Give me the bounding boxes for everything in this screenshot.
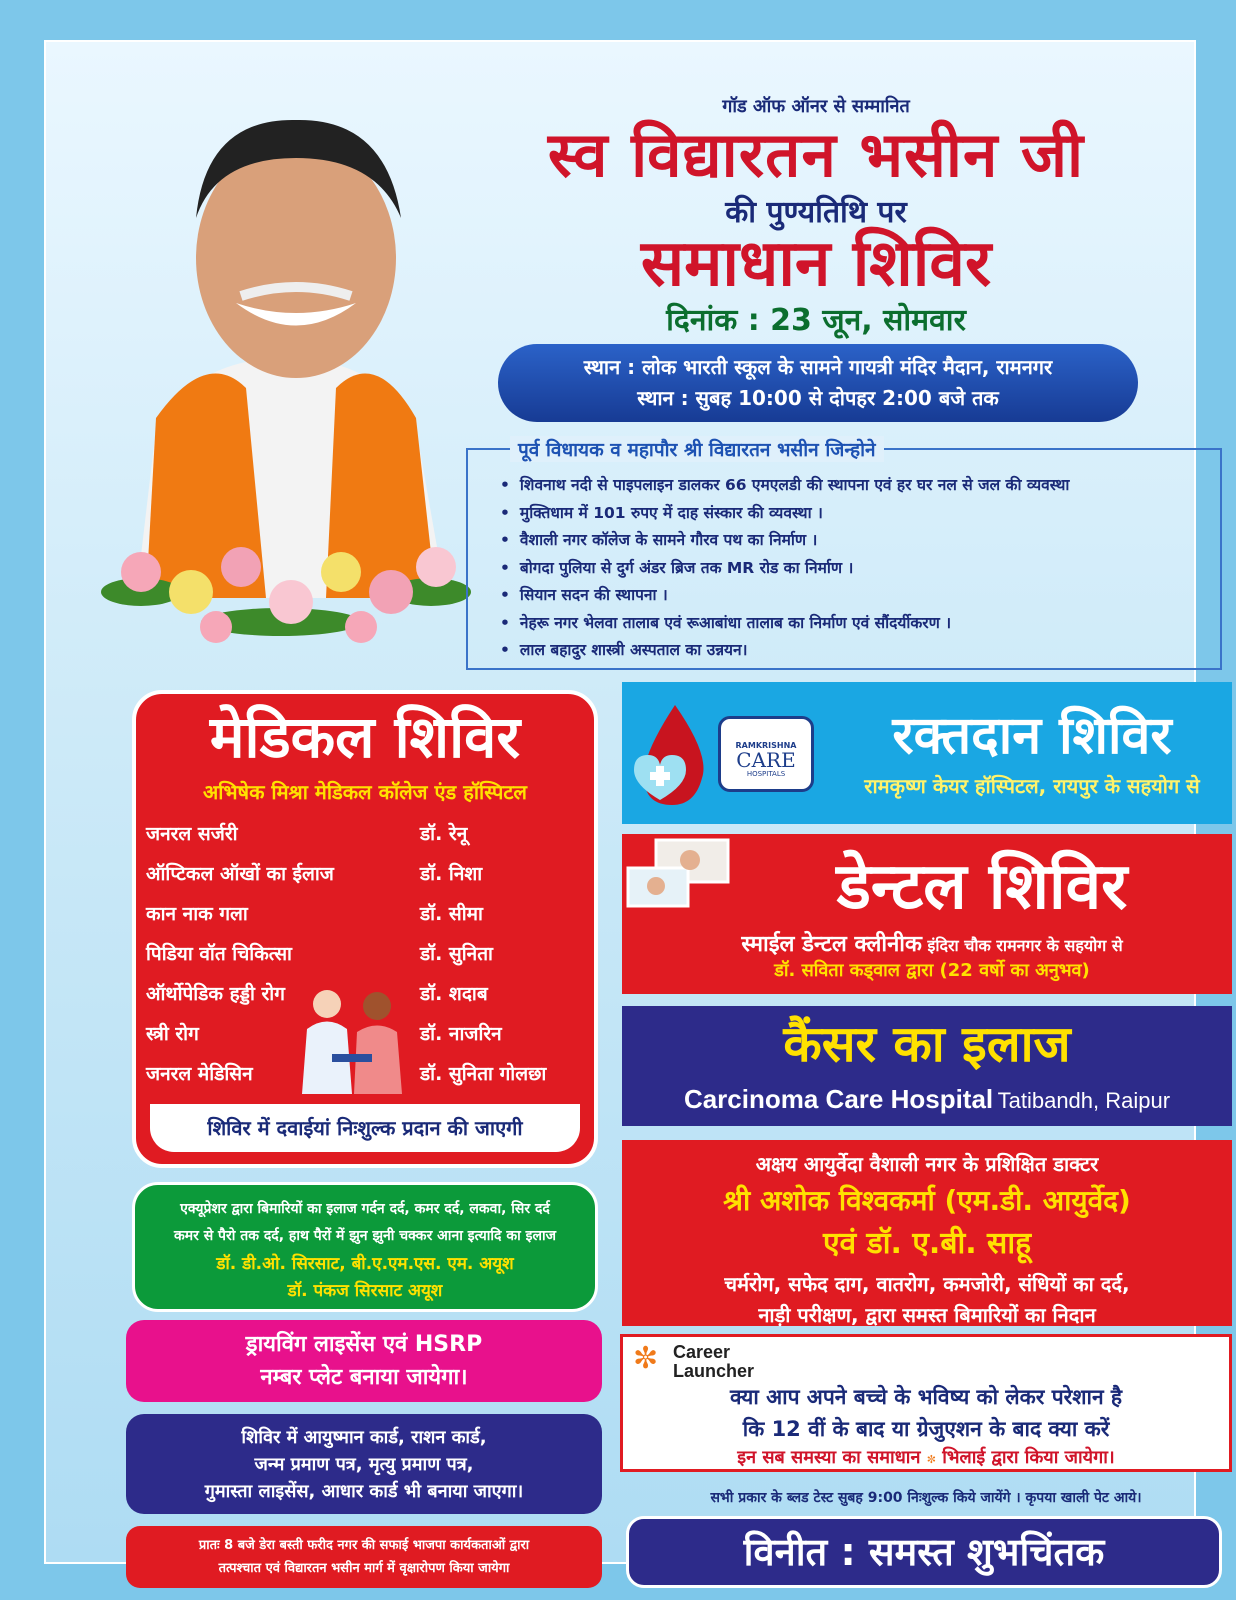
event-date: दिनांक : 23 जून, सोमवार [666, 303, 966, 338]
acupressure-doctor-2: डॉ. पंकज सिरसाट अयूश [287, 1281, 443, 1301]
career-solution-a: इन सब समस्या का समाधान [737, 1447, 921, 1468]
achievements-title: पूर्व विधायक व महापौर श्री विद्यारतन भसीन जिन्होने [510, 436, 884, 462]
dept-label: कान नाक गला [146, 903, 248, 925]
list-item: • सियान सदन की स्थापना । [500, 582, 1220, 610]
list-item: • बोगदा पुलिया से दुर्ग अंडर ब्रिज तक MR रोड का निर्माण । [500, 555, 1220, 583]
career-launcher-mark-icon: ✼ [633, 1341, 659, 1376]
cleaning-line-1: प्रातः 8 बजे डेरा बस्ती फरीद नगर की सफाई भाजपा कार्यकताओं द्वारा [198, 1538, 530, 1553]
career-launcher-small-logo: ✼ [926, 1453, 936, 1466]
career-question-2: कि 12 वीं के बाद या ग्रेजुएशन के बाद क्या करें [742, 1417, 1110, 1441]
cancer-hospital-place: Tatibandh, Raipur [997, 1088, 1171, 1113]
cancer-title: कैंसर का इलाज [783, 1015, 1071, 1073]
medical-institute: अभिषेक मिश्रा मेडिकल कॉलेज एंड हॉस्पिटल [203, 780, 527, 804]
cleaning-line-2: तत्पश्चात एवं विद्यारतन भसीन मार्ग में वृक्षारोपण किया जायेगा [218, 1561, 510, 1576]
ayurveda-doctor-1: श्री अशोक विश्वकर्मा (एम.डी. आयुर्वेद) [723, 1184, 1131, 1217]
doctor-label: डॉ. सुनिता गोलछा [420, 1063, 547, 1085]
honor-line: गॉड ऑफ ऑनर से सम्मानित [722, 96, 910, 117]
career-question-1: क्या आप अपने बच्चे के भविष्य को लेकर परेशान है [729, 1385, 1123, 1409]
medical-title: मेडिकल शिविर [209, 703, 521, 771]
poster-frame [44, 40, 1200, 1576]
dept-label: जनरल सर्जरी [146, 823, 238, 845]
acupressure-panel [132, 1182, 598, 1312]
medical-camp-panel [132, 690, 598, 1168]
blood-drop-icon [630, 700, 710, 810]
ayurveda-panel [622, 1140, 1232, 1326]
documents-line-1: शिविर में आयुष्मान कार्ड, राशन कार्ड, [241, 1427, 487, 1448]
list-item: • नेहरू नगर भेलवा तालाब एवं रूआबांधा तालाब का निर्माण एवं सौंदर्यीकरण । [500, 610, 1220, 638]
medical-footer: शिविर में दवाईयां निःशुल्क प्रदान की जाएगी [150, 1104, 580, 1152]
documents-panel [126, 1414, 602, 1514]
camp-title: समाधान शिविर [640, 227, 992, 301]
cancer-hospital-name: Carcinoma Care Hospital [683, 1084, 994, 1114]
doctor-label: डॉ. शदाब [420, 983, 488, 1005]
dental-clinic-support: इंदिरा चौक रामनगर के सहयोग से [927, 936, 1123, 955]
driving-license-panel [126, 1320, 602, 1402]
acupressure-line-1: एक्यूप्रेशर द्वारा बिमारियों का इलाज गर्दन दर्द, कमर दर्द, लकवा, सिर दर्द [180, 1201, 550, 1217]
cancer-panel [622, 1006, 1232, 1126]
logo-top-text: RAMKRISHNA [735, 741, 797, 750]
career-solution-line [623, 1445, 1229, 1469]
venue-line-1: स्थान : लोक भारती स्कूल के सामने गायत्री मंदिर मैदान, रामनगर [583, 355, 1053, 379]
dept-label: पिडिया वॉत चिकित्सा [146, 943, 292, 965]
ramkrishna-logo [718, 716, 814, 792]
driving-line-1: ड्रायविंग लाइसेंस एवं HSRP [245, 1332, 483, 1357]
career-launcher-logo-text [673, 1343, 754, 1381]
career-solution-b: भिलाई द्वारा किया जायेगा। [942, 1447, 1115, 1468]
venue-banner [498, 344, 1138, 422]
doctor-label: डॉ. रेनू [420, 823, 468, 845]
documents-line-2: जन्म प्रमाण पत्र, मृत्यु प्रमाण पत्र, [254, 1454, 474, 1475]
ayurveda-line-4: चर्मरोग, सफेद दाग, वातरोग, कमजोरी, संधियों का दर्द, [724, 1272, 1130, 1296]
dental-title: डेन्टल शिविर [836, 850, 1128, 924]
venue-line-2: स्थान : सुबह 10:00 से दोपहर 2:00 बजे तक [637, 386, 999, 410]
cleaning-panel [126, 1526, 602, 1588]
achievements-box [466, 439, 1222, 670]
logo-main-text: CARE [736, 748, 796, 772]
logo-line-1: Career [673, 1342, 731, 1362]
doctor-label: डॉ. सीमा [420, 903, 483, 925]
dental-photo-icon [626, 838, 730, 908]
ayurveda-line-5: नाड़ी परीक्षण, द्वारा समस्त बिमारियों का निदान [758, 1303, 1096, 1327]
list-item: • मुक्तिधाम में 101 रुपए में दाह संस्कार की व्यवस्था । [500, 500, 1220, 528]
blood-subtitle: रामकृष्ण केयर हॉस्पिटल, रायपुर के सहयोग से [864, 774, 1200, 798]
dept-label: जनरल मेडिसिन [146, 1063, 253, 1085]
documents-line-3: गुमास्ता लाइसेंस, आधार कार्ड भी बनाया जाएगा। [204, 1481, 524, 1502]
ayurveda-line-1: अक्षय आयुर्वेदा वैशाली नगर के प्रशिक्षित डाक्टर [755, 1152, 1099, 1176]
blood-title: रक्तदान शिविर [892, 706, 1172, 766]
dental-clinic-name: स्माईल डेन्टल क्लीनीक [741, 932, 922, 957]
acupressure-line-2: कमर से पैरो तक दर्द, हाथ पैरों में झुन झुनी चक्कर आना इत्यादि का इलाज [174, 1228, 556, 1244]
doctor-label: डॉ. नाजरिन [420, 1023, 502, 1045]
logo-line-2: Launcher [673, 1361, 755, 1381]
thanks-banner: विनीत : समस्त शुभचिंतक [626, 1516, 1222, 1588]
dental-camp-panel [622, 834, 1232, 994]
dept-label: ऑर्थोपेडिक हड्डी रोग [146, 983, 285, 1005]
doctor-label: डॉ. निशा [420, 863, 483, 885]
blood-test-note: सभी प्रकार के ब्लड टेस्ट सुबह 9:00 निःशुल्क किये जायेंगे । कृपया खाली पेट आये। [710, 1490, 1142, 1506]
doctor-label: डॉ. सुनिता [420, 943, 493, 965]
list-item: • वैशाली नगर कॉलेज के सामने गौरव पथ का निर्माण । [500, 527, 1220, 555]
career-launcher-logo [633, 1341, 793, 1381]
blood-donation-panel [622, 682, 1232, 824]
list-item: • शिवनाथ नदी से पाइपलाइन डालकर 66 एमएलडी की स्थापना एवं हर घर नल से जल की व्यवस्था [500, 472, 1220, 500]
acupressure-doctor-1: डॉ. डी.ओ. सिरसाट, बी.ए.एम.एस. एम. अयूश [216, 1254, 514, 1274]
punyatithi-line: की पुण्यतिथि पर [725, 195, 907, 230]
cancer-hospital-line [622, 1084, 1232, 1115]
driving-line-2: नम्बर प्लेट बनाया जायेगा। [260, 1365, 468, 1390]
flower-garland [101, 512, 471, 662]
achievements-list [468, 450, 1220, 665]
doctor-patient-icon [292, 984, 412, 1094]
dept-label: ऑप्टिकल ऑखों का ईलाज [146, 863, 334, 885]
dental-doctor: डॉ. सविता कड्वाल द्वारा (22 वर्षो का अनुभव) [774, 960, 1090, 981]
ayurveda-doctor-2: एवं डॉ. ए.बी. साहू [822, 1226, 1032, 1261]
dental-clinic-line [642, 928, 1222, 958]
list-item: • लाल बहादुर शास्त्री अस्पताल का उन्नयन। [500, 637, 1220, 665]
career-launcher-panel [620, 1334, 1232, 1472]
logo-bottom-text: HOSPITALS [746, 770, 786, 778]
dept-label: स्त्री रोग [146, 1023, 199, 1045]
leader-name: स्व विद्यारतन भसीन जी [547, 118, 1085, 191]
